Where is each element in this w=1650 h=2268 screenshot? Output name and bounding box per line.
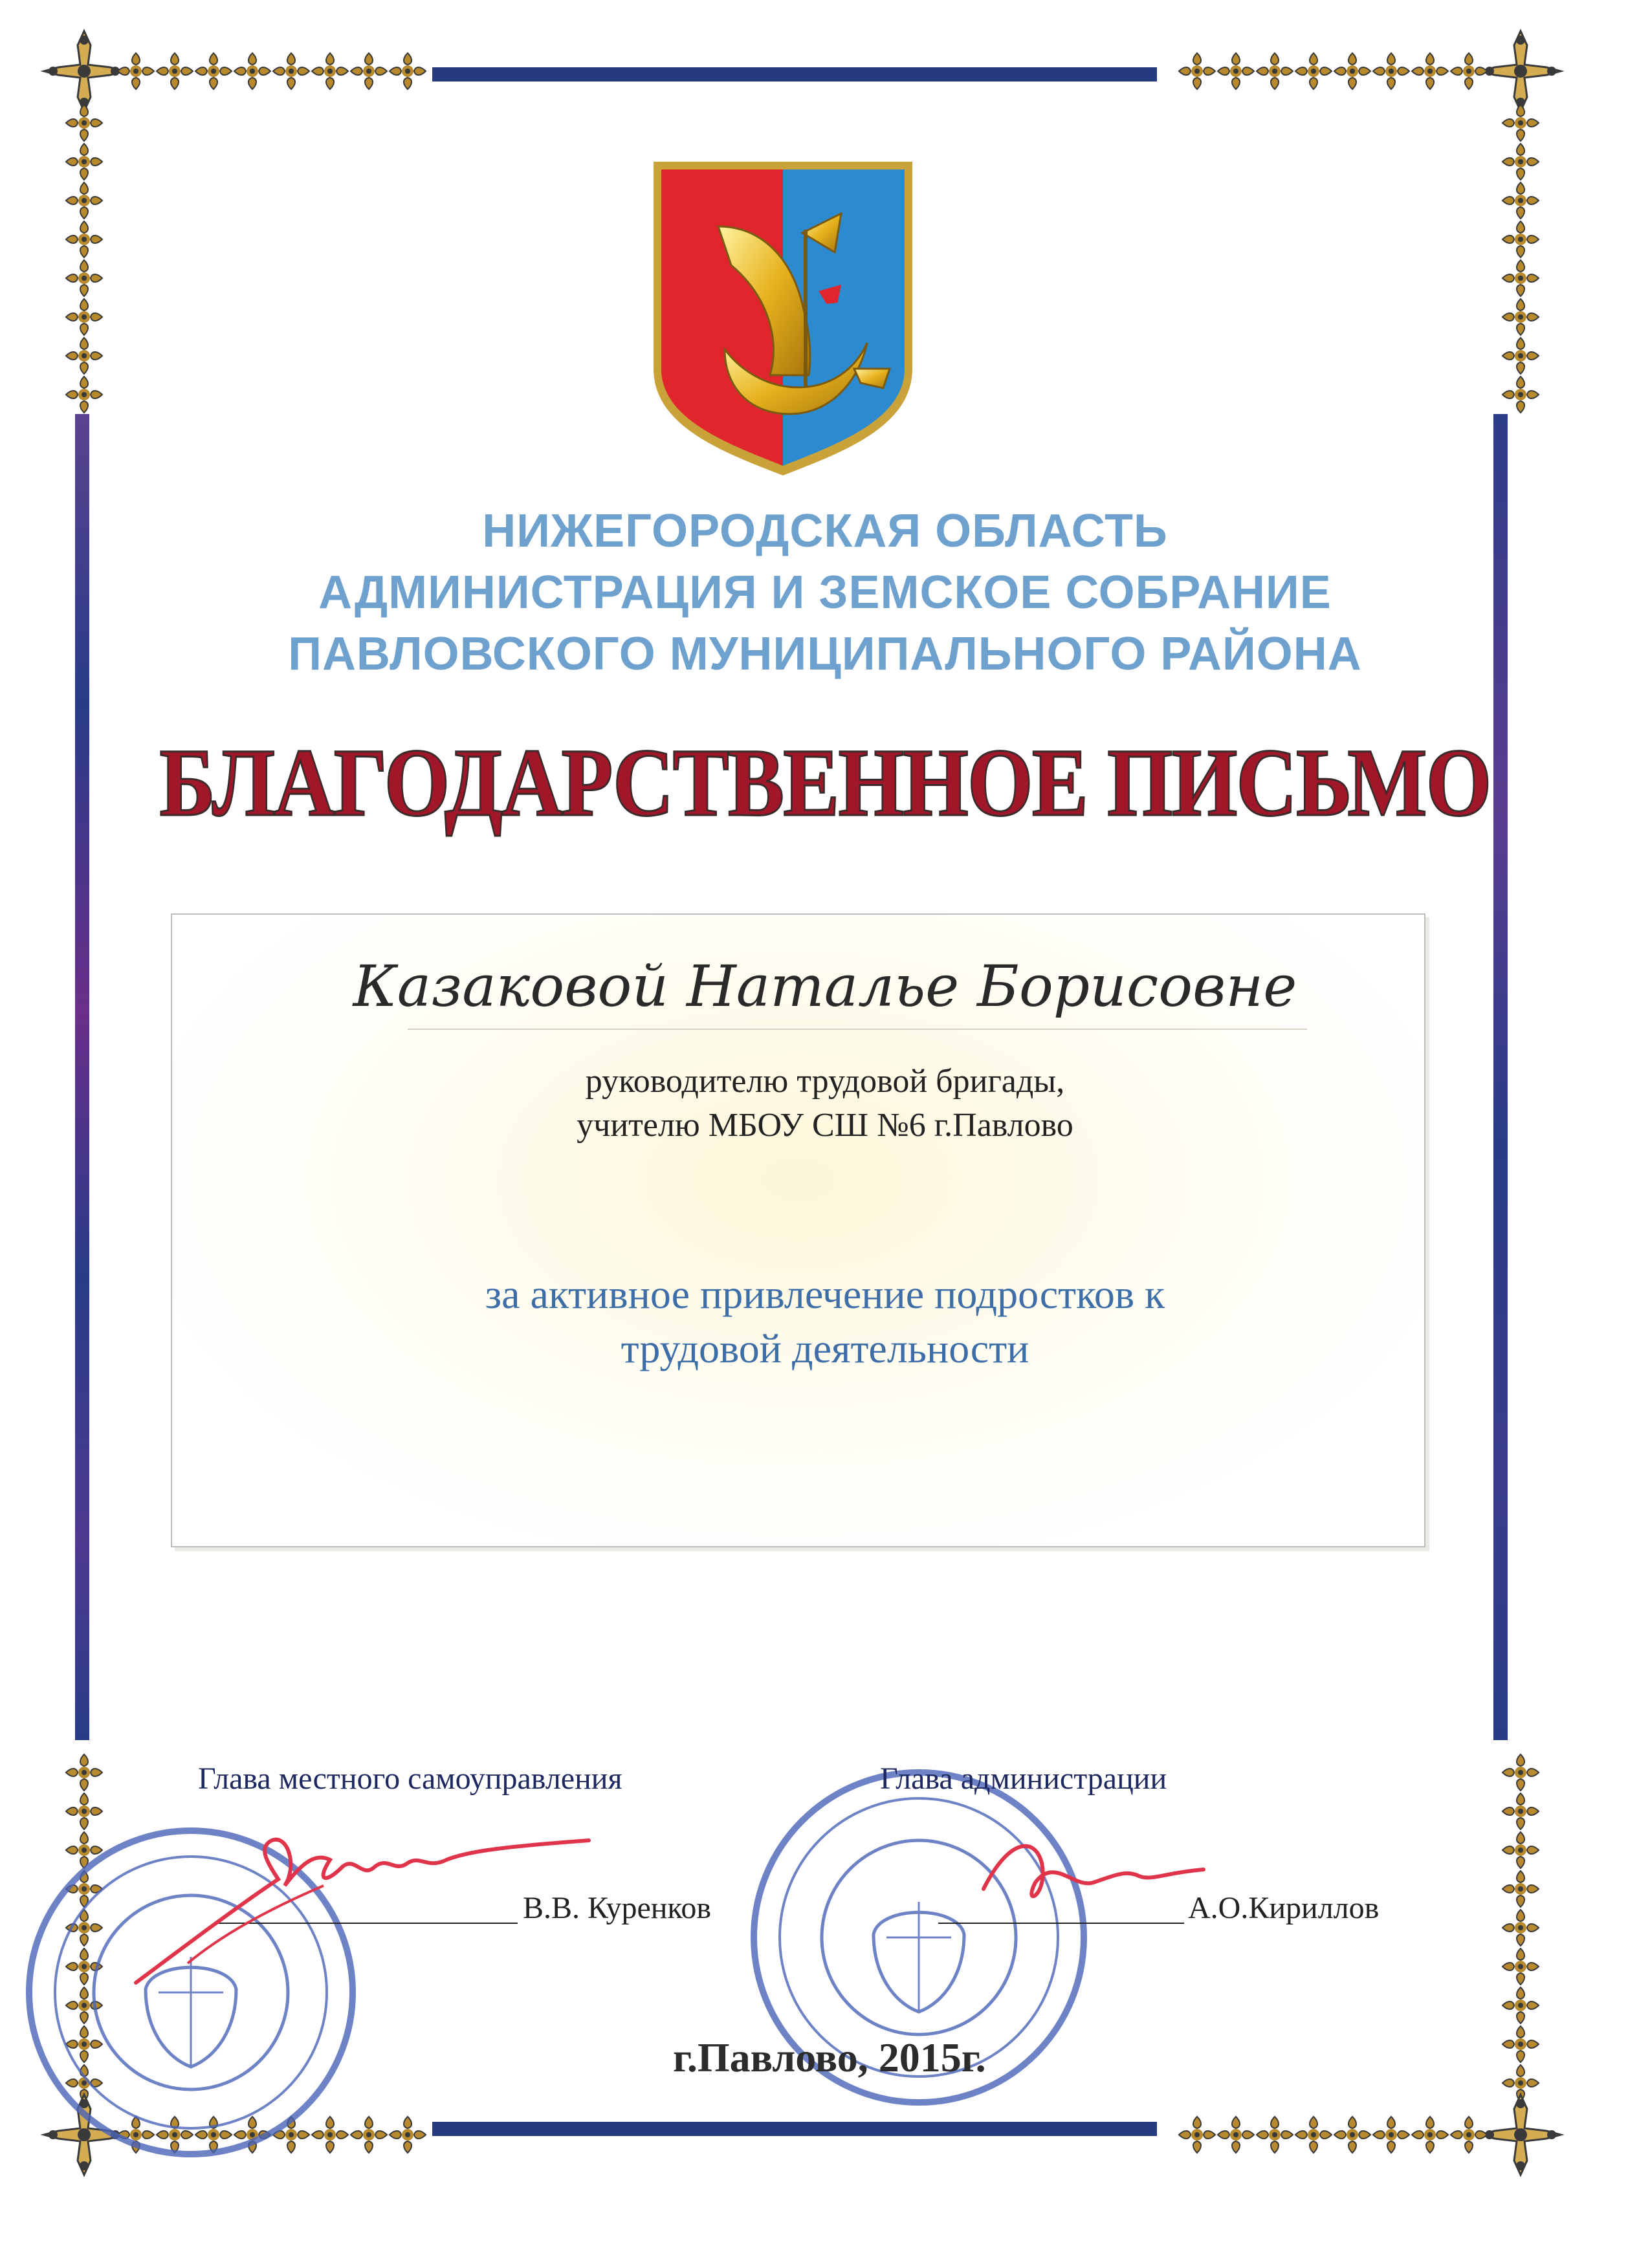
place-and-date: г.Павлово, 2015г. xyxy=(673,2034,986,2080)
reason-line-2: трудовой деятельности xyxy=(621,1325,1029,1371)
header-line-region: НИЖЕГОРОДСКАЯ ОБЛАСТЬ xyxy=(482,505,1168,557)
frame-bottom-bar xyxy=(432,2122,1157,2136)
ornament-corner-top-left xyxy=(39,26,440,414)
coat-of-arms-icon xyxy=(647,155,919,479)
header-line-district: ПАВЛОВСКОГО МУНИЦИПАЛЬНОГО РАЙОНА xyxy=(288,628,1362,680)
frame-top-bar xyxy=(432,67,1157,82)
right-handwritten-signature-icon xyxy=(971,1811,1216,1941)
right-signatory-name: А.О.Кириллов xyxy=(1188,1891,1380,1925)
ornament-corner-bottom-right xyxy=(1165,1747,1566,2212)
name-underline xyxy=(408,1029,1307,1030)
left-handwritten-signature-icon xyxy=(110,1808,615,2002)
ornament-corner-top-right xyxy=(1165,26,1566,414)
left-signatory-title: Глава местного самоуправления xyxy=(198,1761,622,1796)
recipient-role-line-1: руководителю трудовой бригады, xyxy=(585,1063,1065,1100)
recipient-role-line-2: учителю МБОУ СШ №6 г.Павлово xyxy=(577,1107,1073,1144)
header-line-administration: АДМИНИСТРАЦИЯ И ЗЕМСКОЕ СОБРАНИЕ xyxy=(318,567,1332,618)
document-title: БЛАГОДАРСТВЕННОЕ ПИСЬМО xyxy=(159,729,1491,836)
left-signatory-name: В.В. Куренков xyxy=(523,1891,711,1925)
right-signatory-title: Глава администрации xyxy=(880,1761,1167,1796)
reason-line-1: за активное привлечение подростков к xyxy=(485,1271,1165,1317)
recipient-name: Казаковой Наталье Борисовне xyxy=(353,953,1297,1020)
